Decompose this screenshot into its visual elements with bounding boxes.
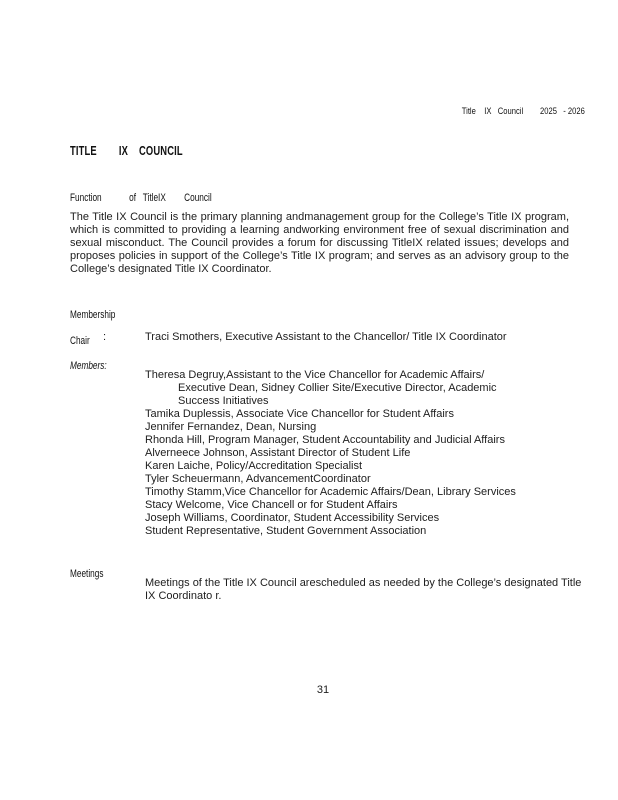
member-line: Tyler Scheuermann, AdvancementCoordinator — [145, 473, 371, 485]
page-title-text: TITLE IX COUNCIL — [70, 144, 183, 158]
function-paragraph: The Title IX Council is the primary planning andmanagement group for the College’s Title IX program, which is committed to providing a learning andworking environment free of sexual discrimination and sexual misconduct. The Council provides a forum for discussing TitleIX related issues; develops and proposes policies in support of the College’s Title IX program; and serves as an advisory group to the College’s designated Title IX Coordinator. — [70, 211, 569, 275]
member-line: Alverneece Johnson, Assistant Director of Student Life — [145, 447, 411, 459]
chair-label-text: Chair — [70, 335, 90, 347]
function-section-heading — [70, 188, 259, 206]
member-line: Rhonda Hill, Program Manager, Student Accountability and Judicial Affairs — [145, 434, 505, 446]
members-label — [70, 356, 119, 374]
member-line: Executive Dean, Sidney Collier Site/Executive Director, Academic — [178, 382, 497, 394]
meetings-section-heading-text: Meetings — [70, 568, 104, 580]
page-header — [431, 101, 585, 119]
member-line: Karen Laiche, Policy/Accreditation Specialist — [145, 460, 363, 472]
page-title — [70, 144, 220, 158]
members-list — [145, 369, 577, 538]
member-line: Joseph Williams, Coordinator, Student Accessibility Services — [145, 512, 440, 524]
meetings-section-heading — [70, 564, 115, 582]
members-label-text: Members: — [70, 360, 107, 372]
function-section-heading-text: Function of TitleIX Council — [70, 192, 212, 204]
member-line: Success Initiatives — [178, 395, 269, 407]
member-line: Timothy Stamm,Vice Chancellor for Academic Affairs/Dean, Library Services — [145, 486, 516, 498]
page-number: 31 — [316, 684, 330, 696]
chair-colon: : — [103, 331, 107, 343]
member-line: Tamika Duplessis, Associate Vice Chancellor for Student Affairs — [145, 408, 454, 420]
meetings-paragraph: Meetings of the Title IX Council arescheduled as needed by the College’s designated Title IX Coordinato r. — [145, 577, 582, 602]
membership-section-heading-text: Membership — [70, 309, 116, 321]
member-line: Stacy Welcome, Vice Chancell or for Student Affairs — [145, 499, 398, 511]
member-line: Jennifer Fernandez, Dean, Nursing — [145, 421, 317, 433]
page-header-text: Title IX Council 2025 - 2026 — [461, 106, 585, 117]
member-line: Student Representative, Student Government Association — [145, 525, 427, 537]
chair-label — [70, 331, 96, 349]
member-line: Theresa Degruy,Assistant to the Vice Chancellor for Academic Affairs/ — [145, 369, 485, 381]
chair-value: Traci Smothers, Executive Assistant to the Chancellor/ Title IX Coordinator — [145, 331, 507, 343]
membership-section-heading — [70, 305, 131, 323]
